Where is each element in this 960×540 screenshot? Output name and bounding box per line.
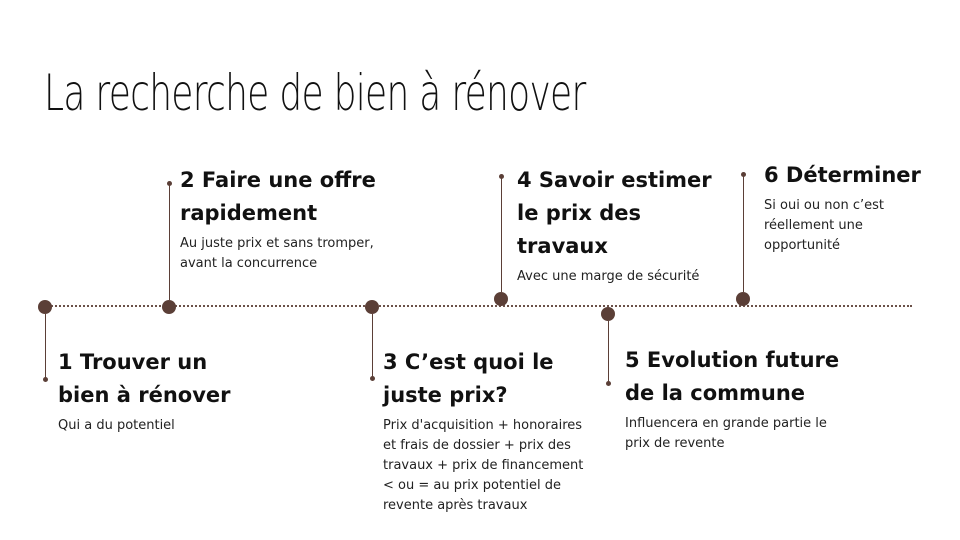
timeline-node-1 bbox=[38, 300, 52, 314]
step-2 bbox=[180, 164, 395, 274]
step-6 bbox=[764, 159, 934, 256]
step-1 bbox=[58, 346, 248, 436]
connector-tip-1 bbox=[43, 377, 48, 382]
step-3-description: Prix d'acquisition + honoraires et frais de dossier + prix des travaux + prix de financement < ou = au prix potentiel de revente après travaux bbox=[383, 418, 584, 513]
step-4 bbox=[517, 164, 722, 287]
timeline-node-2 bbox=[162, 300, 176, 314]
step-1-heading: 1 Trouver un bien à rénover bbox=[58, 350, 231, 407]
step-3 bbox=[383, 346, 598, 516]
timeline-node-4 bbox=[494, 292, 508, 306]
step-2-description: Au juste prix et sans tromper, avant la concurrence bbox=[180, 236, 374, 271]
connector-4 bbox=[501, 177, 502, 292]
timeline-node-6 bbox=[736, 292, 750, 306]
step-5-description: Influencera en grande partie le prix de revente bbox=[625, 416, 827, 451]
timeline-node-5 bbox=[601, 307, 615, 321]
connector-tip-3 bbox=[370, 376, 375, 381]
step-5-heading: 5 Evolution future de la commune bbox=[625, 348, 840, 405]
connector-1 bbox=[45, 314, 46, 380]
step-3-heading: 3 C’est quoi le juste prix? bbox=[383, 350, 554, 407]
timeline-node-3 bbox=[365, 300, 379, 314]
step-6-description: Si oui ou non c’est réellement une opportunité bbox=[764, 198, 884, 253]
connector-2 bbox=[169, 184, 170, 300]
step-1-description: Qui a du potentiel bbox=[58, 418, 175, 433]
connector-tip-5 bbox=[606, 381, 611, 386]
connector-6 bbox=[743, 175, 744, 292]
connector-3 bbox=[372, 314, 373, 378]
page-title: La recherche de bien à rénover bbox=[44, 64, 586, 122]
step-2-heading: 2 Faire une offre rapidement bbox=[180, 168, 376, 225]
step-5 bbox=[625, 344, 845, 454]
step-4-description: Avec une marge de sécurité bbox=[517, 269, 700, 284]
connector-5 bbox=[608, 321, 609, 383]
step-4-heading: 4 Savoir estimer le prix des travaux bbox=[517, 168, 712, 258]
step-6-heading: 6 Déterminer bbox=[764, 163, 921, 187]
